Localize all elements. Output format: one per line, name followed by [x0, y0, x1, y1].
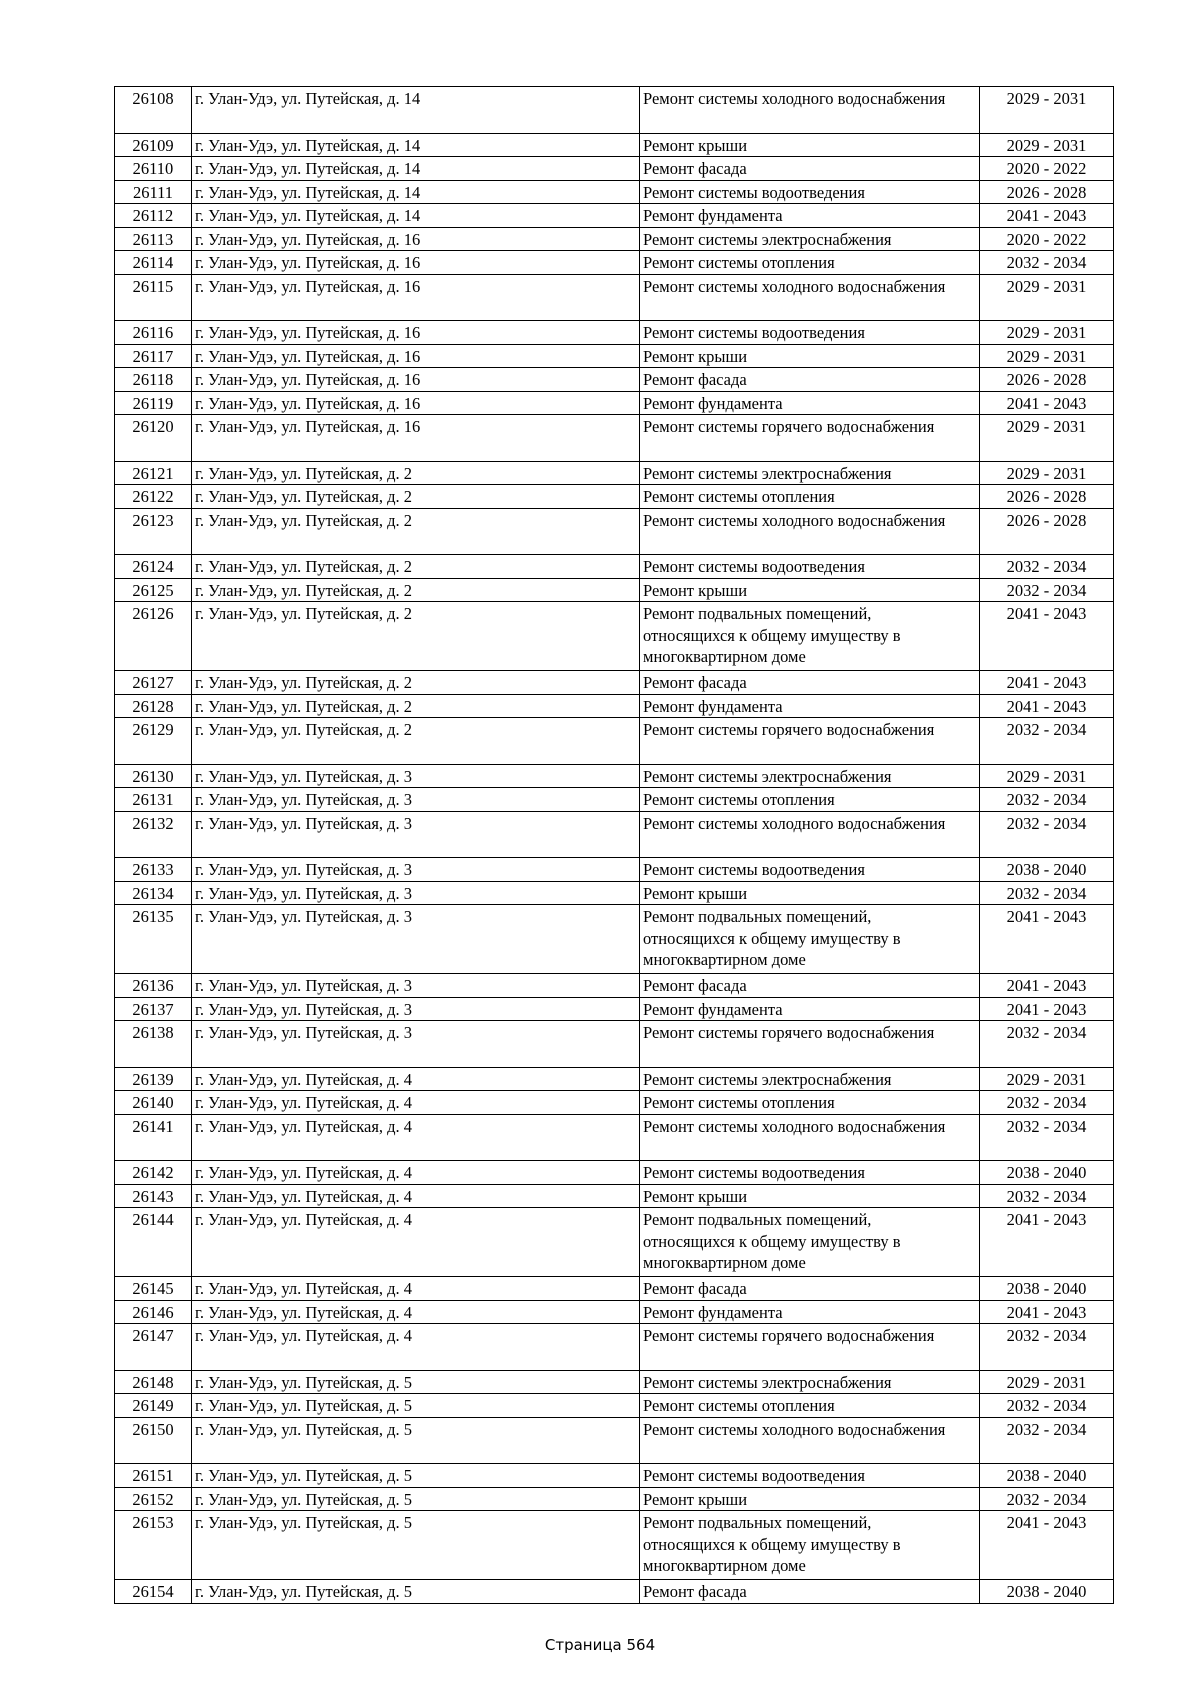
- repair-work-line: Ремонт системы водоотведения: [643, 323, 865, 342]
- row-number: 26116: [115, 321, 192, 345]
- planned-period: 2029 - 2031: [980, 764, 1114, 788]
- repair-work-type: [640, 1394, 980, 1418]
- planned-period: 2041 - 2043: [980, 1300, 1114, 1324]
- row-number: 26136: [115, 974, 192, 998]
- repair-work-type: [640, 555, 980, 579]
- planned-period: 2041 - 2043: [980, 974, 1114, 998]
- repair-work-line: Ремонт системы электроснабжения: [643, 463, 892, 483]
- building-address: г. Улан-Удэ, ул. Путейская, д. 16: [192, 415, 640, 462]
- repair-work-line: многоквартирном доме: [643, 647, 806, 666]
- planned-period: 2029 - 2031: [980, 1370, 1114, 1394]
- row-number: 26143: [115, 1184, 192, 1208]
- building-address: г. Улан-Удэ, ул. Путейская, д. 2: [192, 671, 640, 695]
- repair-work-type: [640, 415, 980, 462]
- planned-period: 2032 - 2034: [980, 1394, 1114, 1418]
- table-row: [115, 1114, 1114, 1161]
- building-address: г. Улан-Удэ, ул. Путейская, д. 14: [192, 87, 640, 134]
- row-number: 26129: [115, 718, 192, 765]
- building-address: г. Улан-Удэ, ул. Путейская, д. 14: [192, 204, 640, 228]
- table-row: [115, 1091, 1114, 1115]
- planned-period: 2038 - 2040: [980, 1161, 1114, 1185]
- repair-work-line: Ремонт системы водоотведения: [643, 182, 865, 202]
- row-number: 26151: [115, 1464, 192, 1488]
- table-row: [115, 344, 1114, 368]
- repair-work-line: многоквартирном доме: [643, 1253, 806, 1272]
- repair-work-type: [640, 858, 980, 882]
- repair-work-line: Ремонт системы горячего водоснабжения: [643, 1023, 935, 1042]
- table-row: [115, 881, 1114, 905]
- table-row: [115, 974, 1114, 998]
- repair-work-type: [640, 1487, 980, 1511]
- repair-work-line: Ремонт системы электроснабжения: [643, 1372, 892, 1392]
- table-row: [115, 391, 1114, 415]
- planned-period: 2041 - 2043: [980, 391, 1114, 415]
- repair-work-line: Ремонт системы отопления: [643, 790, 835, 809]
- repair-work-type: [640, 1277, 980, 1301]
- repair-work-type: [640, 881, 980, 905]
- table-row: [115, 180, 1114, 204]
- repair-work-type: [640, 461, 980, 485]
- building-address: г. Улан-Удэ, ул. Путейская, д. 2: [192, 578, 640, 602]
- planned-period: 2032 - 2034: [980, 1417, 1114, 1464]
- repair-work-line: Ремонт системы холодного водоснабжения: [643, 89, 946, 108]
- repair-work-line: Ремонт системы холодного водоснабжения: [643, 1419, 946, 1439]
- planned-period: 2026 - 2028: [980, 508, 1114, 555]
- repair-work-line: Ремонт крыши: [643, 1186, 748, 1206]
- repair-work-type: [640, 671, 980, 695]
- repair-work-type: [640, 251, 980, 275]
- repair-work-type: [640, 694, 980, 718]
- planned-period: 2041 - 2043: [980, 204, 1114, 228]
- repair-work-line: Ремонт крыши: [643, 580, 748, 600]
- table-row: [115, 157, 1114, 181]
- repair-work-line: Ремонт системы электроснабжения: [643, 766, 892, 786]
- repair-work-type: [640, 87, 980, 134]
- repair-work-type: [640, 508, 980, 555]
- row-number: 26153: [115, 1511, 192, 1580]
- repair-schedule-table: [114, 86, 1114, 1604]
- planned-period: 2041 - 2043: [980, 1208, 1114, 1277]
- building-address: г. Улан-Удэ, ул. Путейская, д. 3: [192, 811, 640, 858]
- planned-period: 2032 - 2034: [980, 555, 1114, 579]
- row-number: 26117: [115, 344, 192, 368]
- building-address: г. Улан-Удэ, ул. Путейская, д. 3: [192, 997, 640, 1021]
- repair-work-type: [640, 1300, 980, 1324]
- table-row: [115, 1417, 1114, 1464]
- building-address: г. Улан-Удэ, ул. Путейская, д. 16: [192, 344, 640, 368]
- row-number: 26131: [115, 788, 192, 812]
- repair-work-type: [640, 485, 980, 509]
- repair-work-line: Ремонт фундамента: [643, 1302, 783, 1322]
- table-row: [115, 1300, 1114, 1324]
- repair-work-line: Ремонт системы водоотведения: [643, 1163, 865, 1182]
- repair-work-type: [640, 344, 980, 368]
- row-number: 26137: [115, 997, 192, 1021]
- row-number: 26148: [115, 1370, 192, 1394]
- repair-work-line: Ремонт системы холодного водоснабжения: [643, 276, 946, 296]
- planned-period: 2032 - 2034: [980, 881, 1114, 905]
- row-number: 26140: [115, 1091, 192, 1115]
- planned-period: 2041 - 2043: [980, 602, 1114, 671]
- building-address: г. Улан-Удэ, ул. Путейская, д. 14: [192, 157, 640, 181]
- table-row: [115, 1277, 1114, 1301]
- building-address: г. Улан-Удэ, ул. Путейская, д. 3: [192, 788, 640, 812]
- row-number: 26146: [115, 1300, 192, 1324]
- repair-work-type: [640, 997, 980, 1021]
- table-row: [115, 788, 1114, 812]
- repair-work-type: [640, 764, 980, 788]
- row-number: 26139: [115, 1067, 192, 1091]
- table-row: [115, 1324, 1114, 1371]
- planned-period: 2032 - 2034: [980, 1324, 1114, 1371]
- repair-work-line: Ремонт системы отопления: [643, 1093, 835, 1112]
- planned-period: 2020 - 2022: [980, 157, 1114, 181]
- row-number: 26130: [115, 764, 192, 788]
- repair-work-line: Ремонт системы электроснабжения: [643, 1069, 892, 1089]
- repair-work-type: [640, 1091, 980, 1115]
- building-address: г. Улан-Удэ, ул. Путейская, д. 4: [192, 1161, 640, 1185]
- table-row: [115, 578, 1114, 602]
- table-row: [115, 321, 1114, 345]
- row-number: 26128: [115, 694, 192, 718]
- repair-work-line: Ремонт фундамента: [643, 393, 783, 413]
- row-number: 26115: [115, 274, 192, 321]
- row-number: 26152: [115, 1487, 192, 1511]
- repair-work-type: [640, 1161, 980, 1185]
- table-row: [115, 997, 1114, 1021]
- repair-work-line: относящихся к общему имуществу в: [643, 625, 901, 645]
- table-row: [115, 1580, 1114, 1604]
- table-row: [115, 718, 1114, 765]
- planned-period: 2029 - 2031: [980, 415, 1114, 462]
- row-number: 26121: [115, 461, 192, 485]
- building-address: г. Улан-Удэ, ул. Путейская, д. 4: [192, 1114, 640, 1161]
- building-address: г. Улан-Удэ, ул. Путейская, д. 14: [192, 133, 640, 157]
- building-address: г. Улан-Удэ, ул. Путейская, д. 14: [192, 180, 640, 204]
- row-number: 26110: [115, 157, 192, 181]
- repair-work-type: [640, 1370, 980, 1394]
- planned-period: 2029 - 2031: [980, 133, 1114, 157]
- repair-work-type: [640, 133, 980, 157]
- building-address: г. Улан-Удэ, ул. Путейская, д. 4: [192, 1184, 640, 1208]
- building-address: г. Улан-Удэ, ул. Путейская, д. 2: [192, 694, 640, 718]
- table-row: [115, 274, 1114, 321]
- planned-period: 2038 - 2040: [980, 1277, 1114, 1301]
- row-number: 26138: [115, 1021, 192, 1068]
- repair-work-type: [640, 368, 980, 392]
- building-address: г. Улан-Удэ, ул. Путейская, д. 5: [192, 1464, 640, 1488]
- repair-work-line: Ремонт системы горячего водоснабжения: [643, 720, 935, 739]
- table-row: [115, 1464, 1114, 1488]
- planned-period: 2029 - 2031: [980, 461, 1114, 485]
- table-row: [115, 485, 1114, 509]
- repair-work-line: Ремонт системы электроснабжения: [643, 229, 892, 249]
- repair-work-line: Ремонт системы водоотведения: [643, 557, 865, 576]
- table-row: [115, 1021, 1114, 1068]
- row-number: 26112: [115, 204, 192, 228]
- repair-work-line: Ремонт крыши: [643, 1489, 748, 1509]
- table-row: [115, 415, 1114, 462]
- planned-period: 2029 - 2031: [980, 344, 1114, 368]
- row-number: 26154: [115, 1580, 192, 1604]
- row-number: 26150: [115, 1417, 192, 1464]
- repair-work-line: Ремонт крыши: [643, 135, 748, 155]
- row-number: 26120: [115, 415, 192, 462]
- row-number: 26141: [115, 1114, 192, 1161]
- table-row: [115, 905, 1114, 974]
- repair-work-line: относящихся к общему имуществу в: [643, 1231, 901, 1251]
- row-number: 26147: [115, 1324, 192, 1371]
- planned-period: 2020 - 2022: [980, 227, 1114, 251]
- building-address: г. Улан-Удэ, ул. Путейская, д. 2: [192, 508, 640, 555]
- row-number: 26124: [115, 555, 192, 579]
- table-row: [115, 1394, 1114, 1418]
- table-row: [115, 764, 1114, 788]
- planned-period: 2032 - 2034: [980, 578, 1114, 602]
- planned-period: 2029 - 2031: [980, 274, 1114, 321]
- building-address: г. Улан-Удэ, ул. Путейская, д. 3: [192, 1021, 640, 1068]
- building-address: г. Улан-Удэ, ул. Путейская, д. 2: [192, 602, 640, 671]
- planned-period: 2029 - 2031: [980, 87, 1114, 134]
- repair-work-line: Ремонт системы горячего водоснабжения: [643, 417, 935, 436]
- repair-work-line: многоквартирном доме: [643, 1556, 806, 1575]
- repair-work-type: [640, 602, 980, 671]
- repair-work-type: [640, 157, 980, 181]
- planned-period: 2026 - 2028: [980, 368, 1114, 392]
- repair-work-line: Ремонт системы горячего водоснабжения: [643, 1326, 935, 1345]
- table-row: [115, 694, 1114, 718]
- repair-work-line: Ремонт фасада: [643, 370, 747, 389]
- row-number: 26133: [115, 858, 192, 882]
- table-row: [115, 811, 1114, 858]
- building-address: г. Улан-Удэ, ул. Путейская, д. 4: [192, 1324, 640, 1371]
- row-number: 26111: [115, 180, 192, 204]
- table-row: [115, 1067, 1114, 1091]
- repair-work-line: Ремонт фасада: [643, 159, 747, 178]
- table-row: [115, 1184, 1114, 1208]
- building-address: г. Улан-Удэ, ул. Путейская, д. 3: [192, 764, 640, 788]
- row-number: 26134: [115, 881, 192, 905]
- planned-period: 2032 - 2034: [980, 1114, 1114, 1161]
- building-address: г. Улан-Удэ, ул. Путейская, д. 2: [192, 555, 640, 579]
- row-number: 26149: [115, 1394, 192, 1418]
- repair-work-line: Ремонт системы отопления: [643, 253, 835, 272]
- building-address: г. Улан-Удэ, ул. Путейская, д. 4: [192, 1091, 640, 1115]
- building-address: г. Улан-Удэ, ул. Путейская, д. 2: [192, 485, 640, 509]
- repair-work-line: Ремонт системы отопления: [643, 487, 835, 506]
- repair-work-type: [640, 1067, 980, 1091]
- repair-work-type: [640, 180, 980, 204]
- building-address: г. Улан-Удэ, ул. Путейская, д. 16: [192, 274, 640, 321]
- table-row: [115, 227, 1114, 251]
- planned-period: 2041 - 2043: [980, 671, 1114, 695]
- row-number: 26144: [115, 1208, 192, 1277]
- row-number: 26118: [115, 368, 192, 392]
- row-number: 26126: [115, 602, 192, 671]
- building-address: г. Улан-Удэ, ул. Путейская, д. 5: [192, 1580, 640, 1604]
- planned-period: 2026 - 2028: [980, 485, 1114, 509]
- repair-work-type: [640, 905, 980, 974]
- building-address: г. Улан-Удэ, ул. Путейская, д. 2: [192, 461, 640, 485]
- row-number: 26114: [115, 251, 192, 275]
- repair-work-line: Ремонт подвальных помещений,: [643, 907, 872, 926]
- building-address: г. Улан-Удэ, ул. Путейская, д. 3: [192, 905, 640, 974]
- planned-period: 2038 - 2040: [980, 1464, 1114, 1488]
- building-address: г. Улан-Удэ, ул. Путейская, д. 16: [192, 368, 640, 392]
- building-address: г. Улан-Удэ, ул. Путейская, д. 5: [192, 1487, 640, 1511]
- row-number: 26125: [115, 578, 192, 602]
- repair-work-line: относящихся к общему имуществу в: [643, 928, 901, 948]
- table-row: [115, 1511, 1114, 1580]
- repair-work-line: Ремонт системы холодного водоснабжения: [643, 510, 946, 530]
- repair-work-type: [640, 578, 980, 602]
- building-address: г. Улан-Удэ, ул. Путейская, д. 5: [192, 1511, 640, 1580]
- table-row: [115, 251, 1114, 275]
- building-address: г. Улан-Удэ, ул. Путейская, д. 5: [192, 1394, 640, 1418]
- planned-period: 2041 - 2043: [980, 1511, 1114, 1580]
- row-number: 26109: [115, 133, 192, 157]
- planned-period: 2032 - 2034: [980, 251, 1114, 275]
- repair-work-line: Ремонт системы водоотведения: [643, 1466, 865, 1485]
- planned-period: 2032 - 2034: [980, 1184, 1114, 1208]
- repair-work-line: Ремонт фасада: [643, 976, 747, 995]
- repair-work-line: Ремонт системы холодного водоснабжения: [643, 813, 946, 833]
- planned-period: 2041 - 2043: [980, 905, 1114, 974]
- repair-work-type: [640, 718, 980, 765]
- repair-work-line: Ремонт крыши: [643, 346, 748, 366]
- repair-work-line: Ремонт фундамента: [643, 999, 783, 1019]
- repair-work-type: [640, 1324, 980, 1371]
- planned-period: 2032 - 2034: [980, 1091, 1114, 1115]
- repair-work-line: Ремонт фасада: [643, 1279, 747, 1298]
- row-number: 26122: [115, 485, 192, 509]
- repair-work-type: [640, 1464, 980, 1488]
- row-number: 26123: [115, 508, 192, 555]
- row-number: 26127: [115, 671, 192, 695]
- table-row: [115, 1161, 1114, 1185]
- repair-work-type: [640, 1511, 980, 1580]
- repair-work-type: [640, 321, 980, 345]
- repair-work-line: Ремонт фасада: [643, 1582, 747, 1601]
- repair-work-type: [640, 1208, 980, 1277]
- building-address: г. Улан-Удэ, ул. Путейская, д. 5: [192, 1370, 640, 1394]
- repair-work-line: Ремонт фундамента: [643, 206, 783, 225]
- repair-work-line: относящихся к общему имуществу в: [643, 1534, 901, 1554]
- row-number: 26135: [115, 905, 192, 974]
- repair-work-type: [640, 227, 980, 251]
- planned-period: 2029 - 2031: [980, 321, 1114, 345]
- building-address: г. Улан-Удэ, ул. Путейская, д. 16: [192, 251, 640, 275]
- repair-work-type: [640, 1114, 980, 1161]
- row-number: 26145: [115, 1277, 192, 1301]
- repair-work-line: Ремонт подвальных помещений,: [643, 1210, 872, 1229]
- repair-work-type: [640, 391, 980, 415]
- repair-work-line: Ремонт системы отопления: [643, 1396, 835, 1415]
- repair-work-type: [640, 788, 980, 812]
- repair-work-line: Ремонт подвальных помещений,: [643, 604, 872, 623]
- building-address: г. Улан-Удэ, ул. Путейская, д. 3: [192, 858, 640, 882]
- table-body: [115, 87, 1114, 1604]
- planned-period: 2032 - 2034: [980, 1021, 1114, 1068]
- table-row: [115, 1208, 1114, 1277]
- building-address: г. Улан-Удэ, ул. Путейская, д. 16: [192, 391, 640, 415]
- repair-work-type: [640, 1021, 980, 1068]
- building-address: г. Улан-Удэ, ул. Путейская, д. 4: [192, 1067, 640, 1091]
- building-address: г. Улан-Удэ, ул. Путейская, д. 16: [192, 321, 640, 345]
- planned-period: 2038 - 2040: [980, 858, 1114, 882]
- table-row: [115, 508, 1114, 555]
- building-address: г. Улан-Удэ, ул. Путейская, д. 4: [192, 1300, 640, 1324]
- planned-period: 2026 - 2028: [980, 180, 1114, 204]
- table-row: [115, 461, 1114, 485]
- building-address: г. Улан-Удэ, ул. Путейская, д. 3: [192, 974, 640, 998]
- building-address: г. Улан-Удэ, ул. Путейская, д. 16: [192, 227, 640, 251]
- planned-period: 2041 - 2043: [980, 694, 1114, 718]
- repair-work-line: Ремонт системы водоотведения: [643, 860, 865, 879]
- repair-work-line: Ремонт фундамента: [643, 696, 783, 716]
- repair-work-line: Ремонт крыши: [643, 883, 748, 903]
- row-number: 26142: [115, 1161, 192, 1185]
- repair-work-type: [640, 1417, 980, 1464]
- repair-work-type: [640, 974, 980, 998]
- table-row: [115, 602, 1114, 671]
- building-address: г. Улан-Удэ, ул. Путейская, д. 2: [192, 718, 640, 765]
- table-row: [115, 1370, 1114, 1394]
- building-address: г. Улан-Удэ, ул. Путейская, д. 4: [192, 1277, 640, 1301]
- table-row: [115, 671, 1114, 695]
- building-address: г. Улан-Удэ, ул. Путейская, д. 4: [192, 1208, 640, 1277]
- repair-work-type: [640, 274, 980, 321]
- repair-work-line: Ремонт подвальных помещений,: [643, 1513, 872, 1532]
- repair-work-type: [640, 204, 980, 228]
- planned-period: 2032 - 2034: [980, 811, 1114, 858]
- planned-period: 2032 - 2034: [980, 788, 1114, 812]
- planned-period: 2032 - 2034: [980, 718, 1114, 765]
- table-row: [115, 368, 1114, 392]
- building-address: г. Улан-Удэ, ул. Путейская, д. 3: [192, 881, 640, 905]
- row-number: 26113: [115, 227, 192, 251]
- table-row: [115, 87, 1114, 134]
- repair-work-type: [640, 1580, 980, 1604]
- repair-work-line: многоквартирном доме: [643, 950, 806, 969]
- row-number: 26119: [115, 391, 192, 415]
- repair-work-type: [640, 1184, 980, 1208]
- page-number: Страница 564: [544, 1636, 656, 1654]
- table-row: [115, 133, 1114, 157]
- planned-period: 2032 - 2034: [980, 1487, 1114, 1511]
- table-row: [115, 204, 1114, 228]
- row-number: 26108: [115, 87, 192, 134]
- planned-period: 2038 - 2040: [980, 1580, 1114, 1604]
- table-row: [115, 1487, 1114, 1511]
- planned-period: 2041 - 2043: [980, 997, 1114, 1021]
- planned-period: 2029 - 2031: [980, 1067, 1114, 1091]
- repair-work-line: Ремонт фасада: [643, 673, 747, 692]
- row-number: 26132: [115, 811, 192, 858]
- repair-work-line: Ремонт системы холодного водоснабжения: [643, 1116, 946, 1136]
- building-address: г. Улан-Удэ, ул. Путейская, д. 5: [192, 1417, 640, 1464]
- repair-work-type: [640, 811, 980, 858]
- table-row: [115, 555, 1114, 579]
- table-row: [115, 858, 1114, 882]
